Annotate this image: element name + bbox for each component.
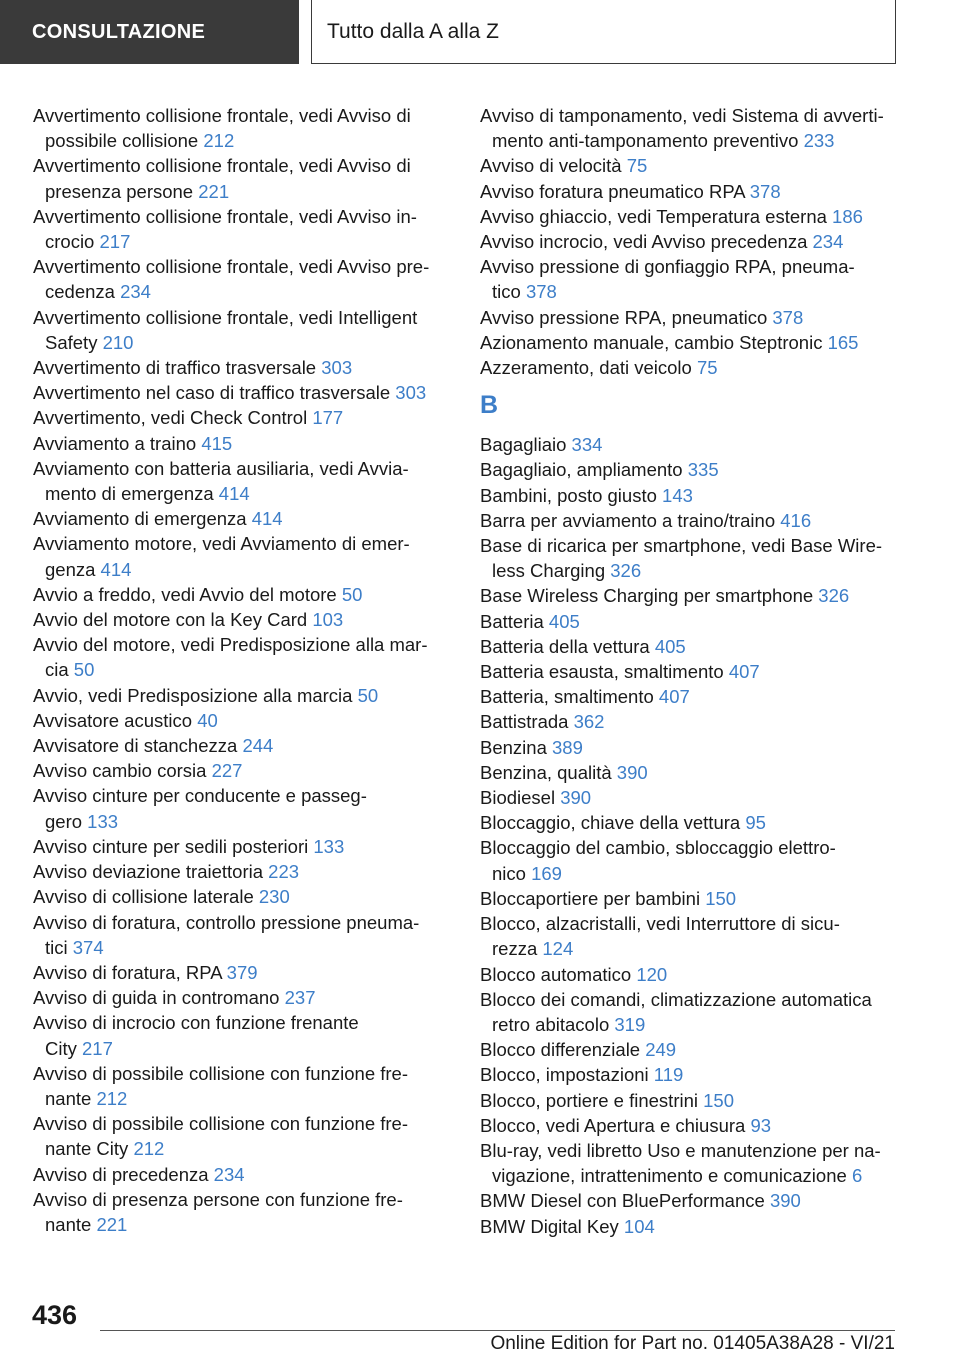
entry-text: Avviamento a traino xyxy=(33,432,197,454)
index-entry xyxy=(33,380,443,405)
index-entry xyxy=(33,456,443,506)
entry-text: Avviso pressione di gonfiaggio RPA, pneuma- xyxy=(480,256,855,278)
entry-text: Avviso di collisione laterale xyxy=(33,886,254,908)
index-entry xyxy=(480,229,920,254)
entry-text: gero xyxy=(45,810,83,832)
page-link[interactable]: 133 xyxy=(87,810,119,832)
index-entry xyxy=(480,785,920,810)
entry-text: less Charging xyxy=(492,560,606,582)
index-entry xyxy=(480,1062,920,1087)
index-entry xyxy=(33,1187,443,1237)
index-entry xyxy=(33,834,443,859)
page-link[interactable]: 326 xyxy=(818,585,850,607)
entry-text: crocio xyxy=(45,231,95,253)
entry-text: Avvertimento collisione frontale, vedi Avviso pre- xyxy=(33,256,430,278)
entry-text: Barra per avviamento a traino/traino xyxy=(480,509,776,531)
chapter-tab: Tutto dalla A alla Z xyxy=(311,0,896,64)
footer-divider xyxy=(100,1330,895,1331)
page-link[interactable]: 150 xyxy=(703,1089,735,1111)
index-entry xyxy=(480,457,920,482)
entry-text: Avvio a freddo, vedi Avvio del motore xyxy=(33,583,337,605)
entry-text: possibile collisione xyxy=(45,130,199,152)
page-link[interactable]: 212 xyxy=(203,130,235,152)
entry-text: Avvertimento collisione frontale, vedi Avviso in- xyxy=(33,205,417,227)
entry-text: Avviso cinture per conducente e passeg- xyxy=(33,785,367,807)
page-link[interactable]: 50 xyxy=(341,583,363,605)
index-entry xyxy=(480,735,920,760)
page-link[interactable]: 124 xyxy=(542,938,574,960)
page-link[interactable]: 390 xyxy=(560,787,592,809)
index-list-right-b xyxy=(480,432,920,1239)
entry-text: Avviso di precedenza xyxy=(33,1163,209,1185)
index-entry xyxy=(480,810,920,835)
index-entry xyxy=(33,960,443,985)
index-entry xyxy=(33,607,443,632)
page-link[interactable]: 75 xyxy=(626,155,648,177)
entry-text: Blocco automatico xyxy=(480,963,632,985)
page-link[interactable]: 221 xyxy=(96,1213,128,1235)
entry-text: Avvio del motore, vedi Predisposizione alla mar- xyxy=(33,634,428,656)
page-link[interactable]: 378 xyxy=(749,180,781,202)
index-entry xyxy=(480,1138,920,1188)
entry-text: Avviso di possibile collisione con funzione fre- xyxy=(33,1062,408,1084)
index-entry xyxy=(33,733,443,758)
page-link[interactable]: 414 xyxy=(218,483,250,505)
page-link[interactable]: 120 xyxy=(636,963,668,985)
page-link[interactable]: 119 xyxy=(653,1064,684,1086)
index-entry xyxy=(33,1162,443,1187)
page-link[interactable]: 217 xyxy=(82,1037,113,1059)
entry-text: mento di emergenza xyxy=(45,483,214,505)
entry-text: Avviso di presenza persone con funzione fre- xyxy=(33,1188,403,1210)
page-link[interactable]: 390 xyxy=(769,1190,801,1212)
entry-text: Blocco, alzacristalli, vedi Interruttore di sicu- xyxy=(480,913,840,935)
index-entry xyxy=(480,330,920,355)
page-link[interactable]: 249 xyxy=(645,1039,677,1061)
entry-text: Avviso incrocio, vedi Avviso precedenza xyxy=(480,231,808,253)
entry-text: nante xyxy=(45,1213,92,1235)
page-link[interactable]: 133 xyxy=(313,835,345,857)
page-link[interactable]: 407 xyxy=(728,661,760,683)
index-entry xyxy=(480,1113,920,1138)
index-entry xyxy=(33,506,443,531)
page-link[interactable]: 230 xyxy=(258,886,290,908)
index-entry xyxy=(480,886,920,911)
index-entry xyxy=(480,962,920,987)
entry-text: Avvisatore acustico xyxy=(33,709,193,731)
entry-text: nico xyxy=(492,862,526,884)
index-entry xyxy=(480,911,920,961)
page-link[interactable]: 143 xyxy=(662,484,693,506)
page-link[interactable]: 237 xyxy=(284,987,316,1009)
index-entry xyxy=(480,179,920,204)
page-link[interactable]: 233 xyxy=(803,130,835,152)
index-entry xyxy=(480,583,920,608)
entry-text: Bagagliaio, ampliamento xyxy=(480,459,683,481)
page-link[interactable]: 319 xyxy=(614,1013,646,1035)
index-entry xyxy=(480,153,920,178)
page-link[interactable]: 150 xyxy=(705,887,737,909)
entry-text: Batteria esausta, smaltimento xyxy=(480,661,724,683)
entry-text: Avvertimento, vedi Check Control xyxy=(33,407,308,429)
page-link[interactable]: 390 xyxy=(616,761,648,783)
index-entry xyxy=(480,835,920,885)
entry-text: tico xyxy=(492,281,521,303)
entry-text: retro abitacolo xyxy=(492,1013,610,1035)
index-entry xyxy=(480,1037,920,1062)
index-entry xyxy=(480,355,920,380)
entry-text: Avvio del motore con la Key Card xyxy=(33,609,308,631)
page-number: 436 xyxy=(32,1300,78,1330)
page-link[interactable]: 40 xyxy=(197,709,218,731)
page-link[interactable]: 234 xyxy=(213,1163,245,1185)
entry-text: Batteria della vettura xyxy=(480,635,650,657)
entry-text: Avviso di velocità xyxy=(480,155,622,177)
entry-text: BMW Digital Key xyxy=(480,1215,619,1237)
entry-text: nante City xyxy=(45,1138,129,1160)
index-entry xyxy=(480,1188,920,1213)
page-link[interactable]: 407 xyxy=(658,686,690,708)
index-entry xyxy=(33,531,443,581)
page-link[interactable]: 234 xyxy=(120,281,151,303)
page-link[interactable]: 379 xyxy=(226,961,258,983)
entry-text: Benzina, qualità xyxy=(480,761,612,783)
page-link[interactable]: 378 xyxy=(772,306,804,328)
entry-text: Avviso di tamponamento, vedi Sistema di avverti- xyxy=(480,105,884,126)
index-entry xyxy=(33,405,443,430)
page-link[interactable]: 416 xyxy=(780,509,812,531)
entry-text: Avviso di possibile collisione con funzione fre- xyxy=(33,1113,408,1135)
page-link[interactable]: 93 xyxy=(750,1114,772,1136)
page-link[interactable]: 374 xyxy=(72,936,104,958)
entry-text: rezza xyxy=(492,938,538,960)
entry-text: Bloccaportiere per bambini xyxy=(480,887,701,909)
page-link[interactable]: 223 xyxy=(268,861,300,883)
page-link[interactable]: 334 xyxy=(571,434,603,456)
entry-text: Avviso pressione RPA, pneumatico xyxy=(480,306,768,328)
entry-text: Bagagliaio xyxy=(480,434,567,456)
entry-text: Avvertimento collisione frontale, vedi Avviso di xyxy=(33,155,411,177)
entry-text: mento anti-tamponamento preventivo xyxy=(492,130,799,152)
entry-text: Avviso di guida in contromano xyxy=(33,987,280,1009)
entry-text: cedenza xyxy=(45,281,115,303)
entry-text: Avviso cambio corsia xyxy=(33,760,207,782)
entry-text: Bloccaggio, chiave della vettura xyxy=(480,812,741,834)
index-entry xyxy=(33,103,443,153)
entry-text: Azionamento manuale, cambio Steptronic xyxy=(480,331,823,353)
entry-text: Avviso foratura pneumatico RPA xyxy=(480,180,745,202)
index-entry xyxy=(480,760,920,785)
entry-text: nante xyxy=(45,1087,92,1109)
page-link[interactable]: 414 xyxy=(251,508,283,530)
index-entry xyxy=(33,683,443,708)
entry-text: Blocco dei comandi, climatizzazione automatica xyxy=(480,988,872,1010)
page-link[interactable]: 103 xyxy=(312,609,344,631)
index-entry xyxy=(480,533,920,583)
index-entry xyxy=(480,103,920,153)
entry-text: Azzeramento, dati veicolo xyxy=(480,357,692,379)
entry-text: City xyxy=(45,1037,77,1059)
page-link[interactable]: 414 xyxy=(100,558,132,580)
entry-text: Benzina xyxy=(480,736,547,758)
index-entry xyxy=(480,1214,920,1239)
index-entry xyxy=(33,783,443,833)
section-tab: CONSULTAZIONE xyxy=(0,0,299,64)
index-entry xyxy=(480,305,920,330)
entry-text: Bloccaggio del cambio, sbloccaggio elettro- xyxy=(480,837,836,859)
entry-text: Safety xyxy=(45,331,98,353)
page-link[interactable]: 303 xyxy=(395,382,427,404)
index-column-right xyxy=(480,103,920,1239)
index-entry xyxy=(33,708,443,733)
index-entry xyxy=(480,432,920,457)
entry-text: cia xyxy=(45,659,69,681)
index-entry xyxy=(480,508,920,533)
entry-text: Blocco, portiere e finestrini xyxy=(480,1089,698,1111)
entry-text: tici xyxy=(45,936,68,958)
page-link[interactable]: 221 xyxy=(198,180,230,202)
entry-text: Avviso di incrocio con funzione frenante xyxy=(33,1012,359,1034)
page-link[interactable]: 335 xyxy=(687,459,719,481)
page-link[interactable]: 227 xyxy=(211,760,243,782)
page-link[interactable]: 362 xyxy=(573,711,605,733)
index-entry xyxy=(480,709,920,734)
page-link[interactable]: 186 xyxy=(832,205,863,227)
entry-text: genza xyxy=(45,558,96,580)
entry-text: Battistrada xyxy=(480,711,569,733)
page-link[interactable]: 244 xyxy=(242,735,274,757)
entry-text: Avvertimento collisione frontale, vedi Intelligent xyxy=(33,306,418,328)
entry-text: Avviamento di emergenza xyxy=(33,508,247,530)
index-entry xyxy=(33,254,443,304)
page-link[interactable]: 95 xyxy=(745,812,766,834)
entry-text: Avvertimento di traffico trasversale xyxy=(33,357,317,379)
entry-text: Base Wireless Charging per smartphone xyxy=(480,585,814,607)
page-link[interactable]: 234 xyxy=(812,231,844,253)
index-entry xyxy=(480,1088,920,1113)
index-entry xyxy=(33,305,443,355)
index-list-left xyxy=(33,103,443,1237)
index-entry xyxy=(480,254,920,304)
entry-text: BMW Diesel con BluePerformance xyxy=(480,1190,765,1212)
entry-text: Bambini, posto giusto xyxy=(480,484,657,506)
footer-edition: Online Edition for Part no. 01405A38A28 - VI/21 xyxy=(490,1333,895,1354)
page-link[interactable]: 378 xyxy=(525,281,557,303)
index-entry xyxy=(33,1061,443,1111)
entry-text: Biodiesel xyxy=(480,787,556,809)
entry-text: Avviso deviazione traiettoria xyxy=(33,861,264,883)
index-entry xyxy=(480,659,920,684)
entry-text: Blu-ray, vedi libretto Uso e manutenzione per na- xyxy=(480,1139,881,1161)
index-entry xyxy=(33,758,443,783)
page-header xyxy=(0,0,960,66)
section-letter: B xyxy=(480,391,499,420)
index-entry xyxy=(33,1111,443,1161)
entry-text: Blocco, impostazioni xyxy=(480,1064,649,1086)
index-list-right-a xyxy=(480,103,920,380)
entry-text: Avviso ghiaccio, vedi Temperatura esterna xyxy=(480,205,827,227)
page-link[interactable]: 212 xyxy=(96,1087,128,1109)
entry-text: Avvio, vedi Predisposizione alla marcia xyxy=(33,684,353,706)
entry-text: Avvertimento collisione frontale, vedi Avviso di xyxy=(33,105,411,126)
index-entry xyxy=(480,609,920,634)
entry-text: Blocco differenziale xyxy=(480,1039,641,1061)
entry-text: Avvisatore di stanchezza xyxy=(33,735,238,757)
page-link[interactable]: 6 xyxy=(851,1165,863,1187)
index-entry xyxy=(33,910,443,960)
index-column-left xyxy=(33,103,443,1237)
index-entry xyxy=(33,355,443,380)
entry-text: Avviso cinture per sedili posteriori xyxy=(33,835,309,857)
index-entry xyxy=(33,884,443,909)
page-link[interactable]: 177 xyxy=(312,407,344,429)
page-link[interactable]: 50 xyxy=(73,659,95,681)
page-link[interactable]: 405 xyxy=(654,635,686,657)
index-entry xyxy=(480,204,920,229)
entry-text: Batteria, smaltimento xyxy=(480,686,654,708)
page-link[interactable]: 169 xyxy=(531,862,562,884)
page-link[interactable]: 75 xyxy=(696,357,718,379)
index-entry xyxy=(33,431,443,456)
page-link[interactable]: 405 xyxy=(548,610,580,632)
index-entry xyxy=(33,582,443,607)
page-link[interactable]: 303 xyxy=(321,357,353,379)
entry-text: Avviso di foratura, controllo pressione pneuma- xyxy=(33,911,420,933)
page-link[interactable]: 210 xyxy=(102,331,134,353)
entry-text: Avviamento con batteria ausiliaria, vedi Avvia- xyxy=(33,457,409,479)
page-link[interactable]: 165 xyxy=(827,331,859,353)
page-link[interactable]: 104 xyxy=(623,1215,655,1237)
entry-text: Avviamento motore, vedi Avviamento di emer- xyxy=(33,533,410,555)
index-entry xyxy=(480,634,920,659)
index-entry xyxy=(33,859,443,884)
entry-text: Base di ricarica per smartphone, vedi Base Wire- xyxy=(480,535,883,557)
index-entry xyxy=(33,1010,443,1060)
page-link[interactable]: 415 xyxy=(201,432,233,454)
index-entry xyxy=(33,632,443,682)
index-entry xyxy=(33,153,443,203)
page-link[interactable]: 217 xyxy=(99,231,131,253)
page-link[interactable]: 389 xyxy=(552,736,583,758)
page-link[interactable]: 50 xyxy=(357,684,379,706)
index-entry xyxy=(480,684,920,709)
entry-text: presenza persone xyxy=(45,180,194,202)
entry-text: Blocco, vedi Apertura e chiusura xyxy=(480,1114,746,1136)
index-entry xyxy=(33,985,443,1010)
page-link[interactable]: 212 xyxy=(133,1138,165,1160)
index-entry xyxy=(480,483,920,508)
index-entry xyxy=(480,987,920,1037)
entry-text: vigazione, intrattenimento e comunicazione xyxy=(492,1165,847,1187)
index-entry xyxy=(33,204,443,254)
entry-text: Batteria xyxy=(480,610,544,632)
entry-text: Avviso di foratura, RPA xyxy=(33,961,222,983)
page-link[interactable]: 326 xyxy=(610,560,642,582)
entry-text: Avvertimento nel caso di traffico trasversale xyxy=(33,382,391,404)
